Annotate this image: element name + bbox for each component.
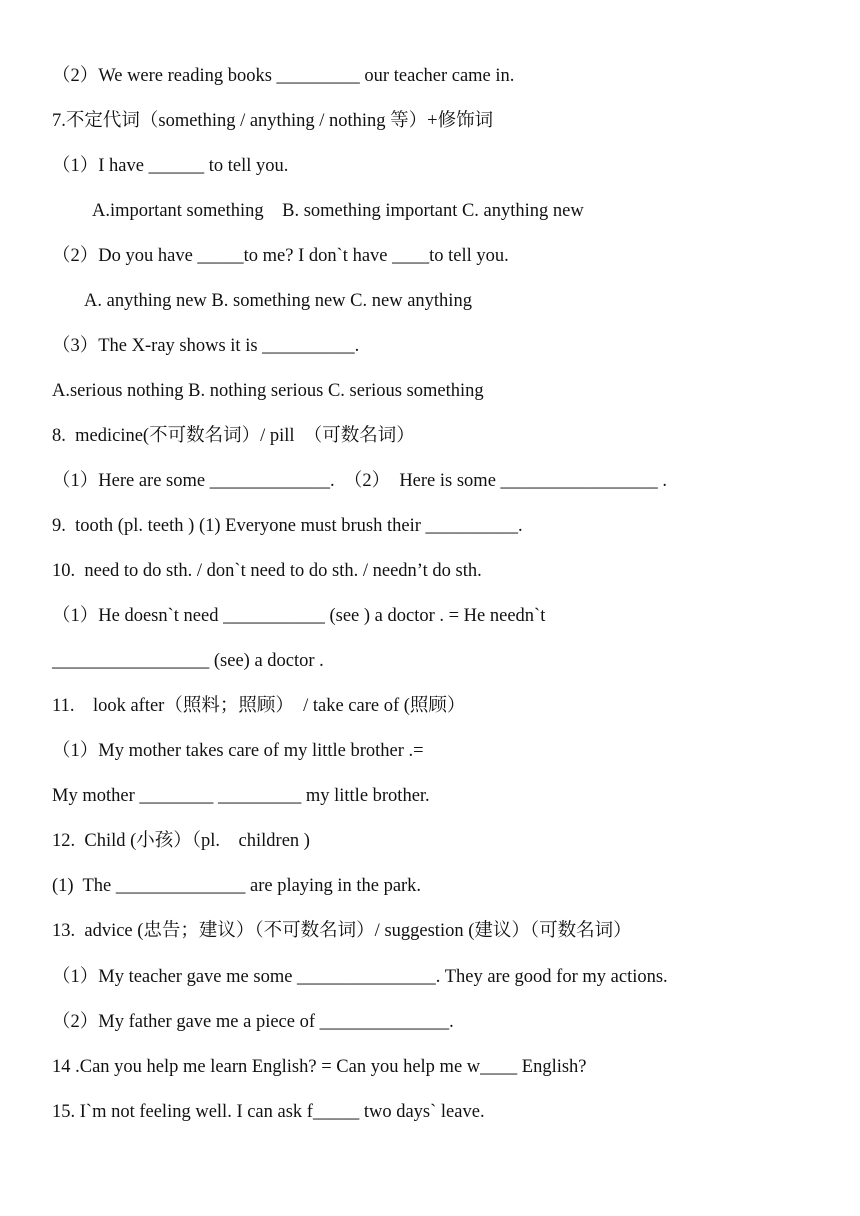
item-11-question-1: （1）My mother takes care of my little brother .= (52, 741, 424, 761)
section-15-item: 15. I`m not feeling well. I can ask f_____ two days` leave. (52, 1102, 485, 1122)
item-11-question-1-cont: My mother ________ _________ my little brother. (52, 786, 430, 806)
section-12-heading: 12. Child (小孩）（pl. children ) (52, 831, 310, 851)
section-10-heading: 10. need to do sth. / don`t need to do sth. / needn’t do sth. (52, 561, 482, 581)
section-11-heading: 11. look after（照料；照顾） / take care of (照顾） (52, 696, 466, 716)
item-7-question-1: （1）I have ______ to tell you. (52, 156, 289, 176)
section-8-heading: 8. medicine(不可数名词）/ pill （可数名词） (52, 426, 415, 446)
item-13-question-1: （1）My teacher gave me some _______________. They are good for my actions. (52, 967, 668, 987)
item-8-questions: （1）Here are some _____________. （2） Here is some _________________ . (52, 471, 668, 491)
item-7-question-1-options: A.important something B. something important C. anything new (92, 201, 584, 221)
item-7-question-3-options: A.serious nothing B. nothing serious C. serious something (52, 381, 484, 401)
section-9-item: 9. tooth (pl. teeth ) (1) Everyone must brush their __________. (52, 516, 523, 536)
item-10-question-1-cont: _________________ (see) a doctor . (52, 651, 324, 671)
item-7-question-2: （2）Do you have _____to me? I don`t have ____to tell you. (52, 246, 509, 266)
item-10-question-1: （1）He doesn`t need ___________ (see ) a doctor . = He needn`t (52, 606, 546, 626)
section-7-heading: 7.不定代词（something / anything / nothing 等）+修饰词 (52, 111, 494, 131)
item-12-question-1: (1) The ______________ are playing in the park. (52, 876, 422, 896)
section-14-item: 14 .Can you help me learn English? = Can you help me w____ English? (52, 1057, 587, 1077)
item-7-question-3: （3）The X-ray shows it is __________. (52, 336, 360, 356)
item-7-question-2-options: A. anything new B. something new C. new anything (84, 291, 472, 311)
item-6-question-2: （2）We were reading books _________ our teacher came in. (52, 66, 515, 86)
section-13-heading: 13. advice (忠告；建议）（不可数名词）/ suggestion (建议）（可数名词） (52, 921, 632, 941)
item-13-question-2: （2）My father gave me a piece of ______________. (52, 1012, 454, 1032)
